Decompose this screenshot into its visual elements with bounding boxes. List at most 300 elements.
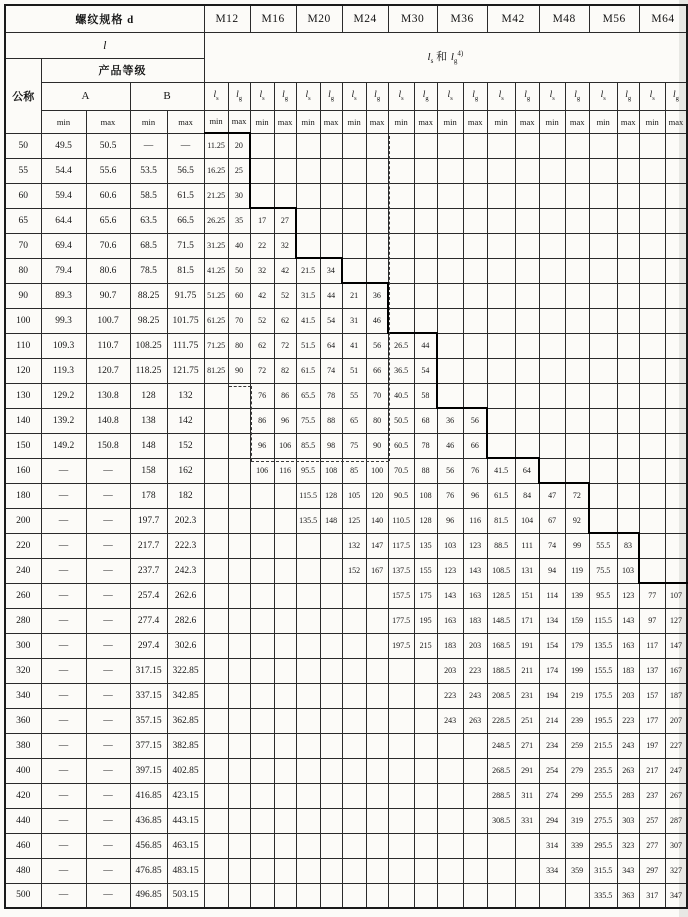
- a-max: —: [86, 808, 130, 833]
- m64-lg-max: [665, 183, 687, 208]
- m30-ls-min: [388, 283, 414, 308]
- m42-ls-min: [487, 233, 515, 258]
- m30-ls-min: 70.5: [388, 458, 414, 483]
- l-nominal: 110: [5, 333, 41, 358]
- m30-ls-min: [388, 658, 414, 683]
- m12-ls-min: [204, 683, 228, 708]
- m64-ls-min: 317: [639, 883, 665, 908]
- m12-ls-min: [204, 383, 228, 408]
- m16-ls-min: [250, 733, 274, 758]
- m24-lg-max: 70: [366, 383, 388, 408]
- l-nominal: 55: [5, 158, 41, 183]
- m36-ls-min: [437, 208, 463, 233]
- m48-ls-min: 94: [539, 558, 565, 583]
- l-nominal: 320: [5, 658, 41, 683]
- m42-ls-min: 208.5: [487, 683, 515, 708]
- m36-ls-min: 96: [437, 508, 463, 533]
- m16-lg-max: [274, 758, 296, 783]
- m42-max-label: max: [515, 110, 539, 133]
- m36-ls-min: [437, 808, 463, 833]
- table-row: [5, 183, 687, 208]
- m64-lg-header: $l_g$: [665, 82, 687, 110]
- m64-ls-min: [639, 533, 665, 558]
- m24-lg-header: $l_g$: [366, 82, 388, 110]
- table-row: [5, 333, 687, 358]
- m36-lg-max: 123: [463, 533, 487, 558]
- m36-lg-max: 143: [463, 558, 487, 583]
- m24-lg-max: [366, 208, 388, 233]
- m16-lg-max: [274, 683, 296, 708]
- m12-lg-max: [228, 558, 250, 583]
- l-nominal: 200: [5, 508, 41, 533]
- b-max: —: [167, 133, 204, 158]
- m20-ls-min: [296, 658, 320, 683]
- m24-lg-max: [366, 258, 388, 283]
- m30-ls-min: 60.5: [388, 433, 414, 458]
- m64-lg-max: [665, 533, 687, 558]
- a-max: —: [86, 608, 130, 633]
- m30-ls-min: 50.5: [388, 408, 414, 433]
- m48-lg-max: 119: [565, 558, 589, 583]
- m64-lg-max: [665, 333, 687, 358]
- l-nominal: 90: [5, 283, 41, 308]
- b-max: 56.5: [167, 158, 204, 183]
- b-min: 297.4: [130, 633, 167, 658]
- m30-lg-max: [414, 683, 437, 708]
- m20-ls-min: [296, 558, 320, 583]
- m20-lg-max: [320, 708, 342, 733]
- m30-ls-min: 26.5: [388, 333, 414, 358]
- m36-ls-min: 46: [437, 433, 463, 458]
- m30-ls-min: [388, 883, 414, 908]
- m42-ls-header: $l_s$: [487, 82, 515, 110]
- m64-lg-max: [665, 133, 687, 158]
- m56-lg-max: 143: [617, 608, 639, 633]
- m48-lg-max: [565, 283, 589, 308]
- b-min: —: [130, 133, 167, 158]
- m64-ls-min: 77: [639, 583, 665, 608]
- m56-ls-min: 155.5: [589, 658, 617, 683]
- l-nominal: 440: [5, 808, 41, 833]
- m36-ls-min: [437, 858, 463, 883]
- m56-ls-min: 175.5: [589, 683, 617, 708]
- b-max: 132: [167, 383, 204, 408]
- m24-ls-min: [342, 683, 366, 708]
- m12-lg-max: 35: [228, 208, 250, 233]
- m16-lg-max: [274, 583, 296, 608]
- header-row-sizes: [5, 5, 687, 32]
- m20-ls-min: [296, 133, 320, 158]
- m16-lg-max: [274, 508, 296, 533]
- table-row: [5, 658, 687, 683]
- m48-ls-min: [539, 158, 565, 183]
- table-row: [5, 233, 687, 258]
- m48-lg-max: [565, 133, 589, 158]
- m48-ls-min: 214: [539, 708, 565, 733]
- m16-ls-min: [250, 783, 274, 808]
- size-header-m12: M12: [204, 5, 250, 32]
- l-nominal: 400: [5, 758, 41, 783]
- m20-lg-max: 128: [320, 483, 342, 508]
- b-min: 178: [130, 483, 167, 508]
- m12-lg-max: [228, 508, 250, 533]
- m56-min-label: min: [589, 110, 617, 133]
- m20-lg-max: [320, 133, 342, 158]
- m12-lg-max: [228, 808, 250, 833]
- b-min: 277.4: [130, 608, 167, 633]
- m42-ls-min: [487, 858, 515, 883]
- b-max: 262.6: [167, 583, 204, 608]
- m56-lg-max: [617, 408, 639, 433]
- m56-ls-min: [589, 358, 617, 383]
- m20-ls-min: [296, 583, 320, 608]
- m36-ls-min: 163: [437, 608, 463, 633]
- m30-lg-max: 108: [414, 483, 437, 508]
- m20-lg-max: 54: [320, 308, 342, 333]
- m42-lg-max: 251: [515, 708, 539, 733]
- m30-lg-max: [414, 808, 437, 833]
- m56-lg-max: [617, 433, 639, 458]
- m64-lg-max: [665, 483, 687, 508]
- m36-ls-min: 183: [437, 633, 463, 658]
- m64-lg-max: [665, 358, 687, 383]
- m16-ls-min: [250, 658, 274, 683]
- m20-lg-max: 74: [320, 358, 342, 383]
- m30-min-label: min: [388, 110, 414, 133]
- m16-ls-min: 86: [250, 408, 274, 433]
- m56-ls-min: 135.5: [589, 633, 617, 658]
- b-max: 242.3: [167, 558, 204, 583]
- m16-ls-min: [250, 608, 274, 633]
- m20-lg-max: 148: [320, 508, 342, 533]
- ls-symbol: l: [427, 51, 431, 64]
- m30-ls-min: 90.5: [388, 483, 414, 508]
- m42-lg-max: 271: [515, 733, 539, 758]
- m64-lg-max: [665, 383, 687, 408]
- m36-ls-min: [437, 283, 463, 308]
- m16-ls-header: $l_s$: [250, 82, 274, 110]
- m20-lg-max: [320, 583, 342, 608]
- m42-lg-max: [515, 283, 539, 308]
- m20-lg-max: [320, 608, 342, 633]
- m56-ls-min: [589, 208, 617, 233]
- a-max: —: [86, 883, 130, 908]
- table-row: [5, 383, 687, 408]
- m20-ls-min: [296, 158, 320, 183]
- l-nominal: 130: [5, 383, 41, 408]
- m30-lg-max: [414, 858, 437, 883]
- a-min: 79.4: [41, 258, 86, 283]
- m42-lg-max: 191: [515, 633, 539, 658]
- m64-lg-max: [665, 233, 687, 258]
- m42-ls-min: 61.5: [487, 483, 515, 508]
- m48-ls-min: [539, 458, 565, 483]
- m20-lg-max: [320, 883, 342, 908]
- m20-ls-min: 31.5: [296, 283, 320, 308]
- m12-lg-max: 90: [228, 358, 250, 383]
- m48-lg-max: 279: [565, 758, 589, 783]
- m48-ls-min: 254: [539, 758, 565, 783]
- m24-lg-max: [366, 883, 388, 908]
- m12-lg-max: 50: [228, 258, 250, 283]
- m56-ls-min: [589, 458, 617, 483]
- m16-lg-max: 82: [274, 358, 296, 383]
- m36-lg-max: [463, 883, 487, 908]
- lg-symbol: l: [450, 51, 454, 64]
- m20-ls-min: [296, 733, 320, 758]
- m16-lg-max: 106: [274, 433, 296, 458]
- m12-lg-max: [228, 683, 250, 708]
- m64-ls-min: 237: [639, 783, 665, 808]
- m64-lg-max: [665, 558, 687, 583]
- m36-ls-min: 76: [437, 483, 463, 508]
- m16-lg-max: 96: [274, 408, 296, 433]
- m24-ls-min: [342, 733, 366, 758]
- m64-ls-min: [639, 433, 665, 458]
- m56-ls-min: [589, 133, 617, 158]
- a-max: —: [86, 533, 130, 558]
- m42-lg-max: 311: [515, 783, 539, 808]
- m36-lg-max: 116: [463, 508, 487, 533]
- m64-ls-header: $l_s$: [639, 82, 665, 110]
- m24-ls-min: 125: [342, 508, 366, 533]
- m12-ls-min: 11.25: [204, 133, 228, 158]
- m24-ls-min: [342, 233, 366, 258]
- m42-ls-min: 288.5: [487, 783, 515, 808]
- header-row-minmax: [5, 110, 687, 133]
- m12-lg-max: [228, 833, 250, 858]
- m42-lg-max: 211: [515, 658, 539, 683]
- m56-ls-min: [589, 433, 617, 458]
- m16-ls-min: 52: [250, 308, 274, 333]
- m24-ls-min: [342, 708, 366, 733]
- m64-ls-min: [639, 183, 665, 208]
- m30-lg-max: 135: [414, 533, 437, 558]
- m64-max-label: max: [665, 110, 687, 133]
- b-min: 257.4: [130, 583, 167, 608]
- m12-lg-max: [228, 533, 250, 558]
- m48-lg-max: [565, 383, 589, 408]
- a-min: 69.4: [41, 233, 86, 258]
- m48-lg-max: [565, 258, 589, 283]
- m42-ls-min: 41.5: [487, 458, 515, 483]
- m16-lg-max: 42: [274, 258, 296, 283]
- m20-lg-max: 78: [320, 383, 342, 408]
- b-max: 402.85: [167, 758, 204, 783]
- m20-lg-max: [320, 808, 342, 833]
- m16-ls-min: 96: [250, 433, 274, 458]
- m48-lg-max: 199: [565, 658, 589, 683]
- m24-ls-min: [342, 158, 366, 183]
- m30-ls-min: [388, 183, 414, 208]
- m12-ls-min: [204, 458, 228, 483]
- m56-lg-max: [617, 233, 639, 258]
- m30-lg-max: [414, 208, 437, 233]
- m30-ls-min: [388, 308, 414, 333]
- m20-min-label: min: [296, 110, 320, 133]
- b-min: 456.85: [130, 833, 167, 858]
- b-min: 197.7: [130, 508, 167, 533]
- a-min: —: [41, 633, 86, 658]
- m56-ls-min: 255.5: [589, 783, 617, 808]
- a-min: —: [41, 883, 86, 908]
- m30-lg-max: 54: [414, 358, 437, 383]
- m42-lg-max: 64: [515, 458, 539, 483]
- m20-ls-min: 51.5: [296, 333, 320, 358]
- m20-lg-max: [320, 233, 342, 258]
- table-row: [5, 808, 687, 833]
- m30-ls-min: 117.5: [388, 533, 414, 558]
- size-header-m42: M42: [487, 5, 539, 32]
- table-row: [5, 633, 687, 658]
- m20-ls-min: 135.5: [296, 508, 320, 533]
- m12-lg-max: [228, 883, 250, 908]
- b-min: 237.7: [130, 558, 167, 583]
- m30-lg-max: [414, 158, 437, 183]
- m30-ls-min: 137.5: [388, 558, 414, 583]
- m64-lg-max: 267: [665, 783, 687, 808]
- size-header-m20: M20: [296, 5, 342, 32]
- m48-ls-header: $l_s$: [539, 82, 565, 110]
- l-nominal: 380: [5, 733, 41, 758]
- m20-ls-min: 115.5: [296, 483, 320, 508]
- m64-ls-min: 97: [639, 608, 665, 633]
- m48-lg-max: 339: [565, 833, 589, 858]
- m56-ls-min: [589, 383, 617, 408]
- m16-ls-min: [250, 158, 274, 183]
- and-text: 和: [436, 51, 449, 64]
- m36-ls-min: 36: [437, 408, 463, 433]
- table-row: [5, 408, 687, 433]
- m12-lg-max: [228, 658, 250, 683]
- a-max: —: [86, 633, 130, 658]
- m30-lg-max: 58: [414, 383, 437, 408]
- m12-ls-min: [204, 483, 228, 508]
- m42-ls-min: [487, 333, 515, 358]
- b-min: 496.85: [130, 883, 167, 908]
- b-min: 337.15: [130, 683, 167, 708]
- m64-ls-min: [639, 558, 665, 583]
- m36-lg-max: [463, 858, 487, 883]
- table-row: [5, 558, 687, 583]
- m12-ls-min: 31.25: [204, 233, 228, 258]
- m24-lg-max: 80: [366, 408, 388, 433]
- m36-lg-max: [463, 183, 487, 208]
- m12-lg-max: [228, 408, 250, 433]
- m24-lg-max: 46: [366, 308, 388, 333]
- table-row: [5, 133, 687, 158]
- m48-lg-max: [565, 433, 589, 458]
- a-max: 100.7: [86, 308, 130, 333]
- m42-ls-min: [487, 308, 515, 333]
- m64-ls-min: [639, 308, 665, 333]
- m36-ls-min: [437, 233, 463, 258]
- grade-b-label: B: [130, 82, 204, 110]
- m56-lg-max: 183: [617, 658, 639, 683]
- m20-lg-max: [320, 633, 342, 658]
- m30-lg-max: [414, 308, 437, 333]
- m64-lg-max: 167: [665, 658, 687, 683]
- m12-lg-max: [228, 608, 250, 633]
- m20-lg-header: $l_g$: [320, 82, 342, 110]
- b-max: 182: [167, 483, 204, 508]
- m12-ls-min: [204, 858, 228, 883]
- m36-ls-min: [437, 333, 463, 358]
- b-max: 121.75: [167, 358, 204, 383]
- b-min: 377.15: [130, 733, 167, 758]
- m24-lg-max: [366, 133, 388, 158]
- m20-lg-max: [320, 183, 342, 208]
- m36-ls-min: [437, 158, 463, 183]
- m42-ls-min: [487, 158, 515, 183]
- m48-lg-max: 159: [565, 608, 589, 633]
- m64-lg-max: 307: [665, 833, 687, 858]
- m30-ls-min: 110.5: [388, 508, 414, 533]
- m24-ls-min: [342, 858, 366, 883]
- m20-ls-min: [296, 208, 320, 233]
- m20-lg-max: [320, 858, 342, 883]
- m20-lg-max: [320, 158, 342, 183]
- b-max: 463.15: [167, 833, 204, 858]
- m36-ls-min: 223: [437, 683, 463, 708]
- m48-ls-min: [539, 333, 565, 358]
- b-max: 111.75: [167, 333, 204, 358]
- m56-lg-header: $l_g$: [617, 82, 639, 110]
- m16-lg-max: [274, 608, 296, 633]
- m12-ls-min: [204, 883, 228, 908]
- m12-ls-min: 61.25: [204, 308, 228, 333]
- table-row: [5, 358, 687, 383]
- m24-ls-min: [342, 608, 366, 633]
- m56-lg-max: [617, 308, 639, 333]
- m20-lg-max: [320, 558, 342, 583]
- m16-lg-max: 27: [274, 208, 296, 233]
- m42-lg-max: 151: [515, 583, 539, 608]
- m30-lg-max: [414, 133, 437, 158]
- a-min: —: [41, 533, 86, 558]
- m12-ls-min: 21.25: [204, 183, 228, 208]
- m64-ls-min: [639, 408, 665, 433]
- m36-lg-max: 76: [463, 458, 487, 483]
- size-header-m48: M48: [539, 5, 589, 32]
- m56-lg-max: 103: [617, 558, 639, 583]
- m12-ls-min: [204, 633, 228, 658]
- m48-lg-max: [565, 183, 589, 208]
- m16-ls-min: [250, 483, 274, 508]
- m64-lg-max: 247: [665, 758, 687, 783]
- m42-ls-min: 188.5: [487, 658, 515, 683]
- m48-lg-max: 99: [565, 533, 589, 558]
- a-min: 149.2: [41, 433, 86, 458]
- m36-min-label: min: [437, 110, 463, 133]
- m24-lg-max: [366, 783, 388, 808]
- m20-ls-min: [296, 608, 320, 633]
- m48-lg-max: [565, 158, 589, 183]
- m16-ls-min: [250, 683, 274, 708]
- a-min: —: [41, 783, 86, 808]
- m36-ls-min: [437, 758, 463, 783]
- thread-spec-label: 螺纹规格 d: [5, 5, 204, 32]
- m36-lg-max: [463, 333, 487, 358]
- m16-lg-max: [274, 858, 296, 883]
- a-min: 64.4: [41, 208, 86, 233]
- m20-max-label: max: [320, 110, 342, 133]
- m56-ls-min: [589, 333, 617, 358]
- m30-ls-min: [388, 708, 414, 733]
- m36-ls-min: [437, 358, 463, 383]
- m24-lg-max: [366, 158, 388, 183]
- m24-lg-max: [366, 858, 388, 883]
